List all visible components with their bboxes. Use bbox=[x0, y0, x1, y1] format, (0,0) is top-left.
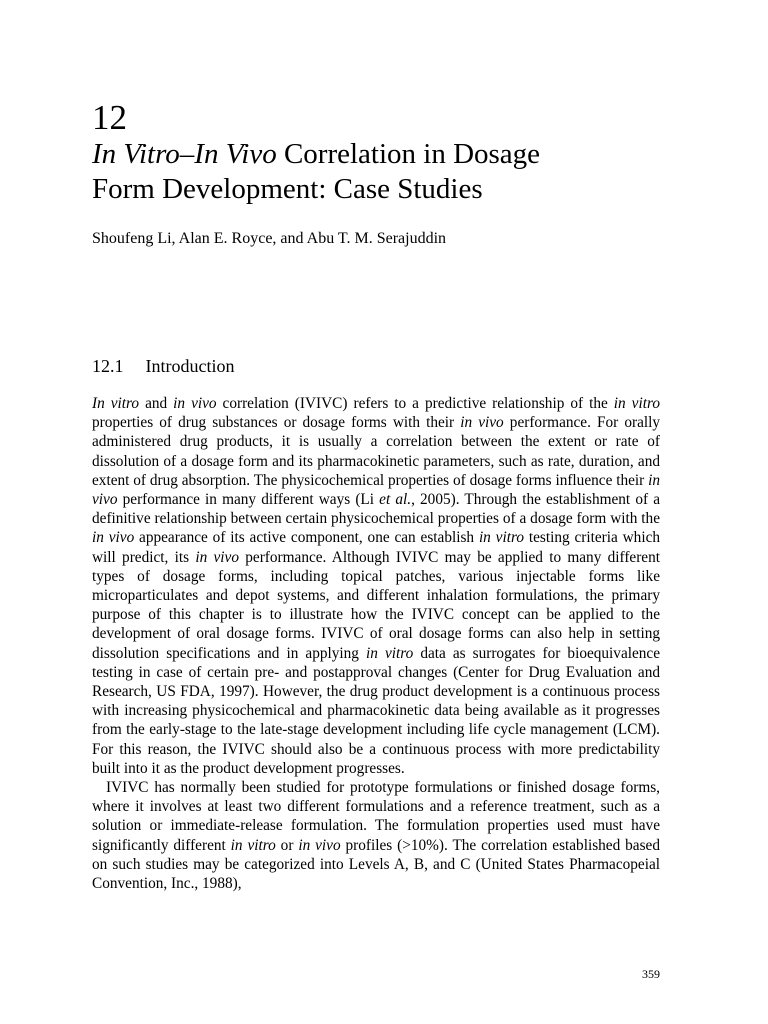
section-number: 12.1 bbox=[92, 356, 124, 376]
chapter-title bbox=[92, 137, 692, 207]
paragraph-2 bbox=[92, 778, 660, 893]
section-title: Introduction bbox=[145, 356, 235, 376]
text-run: performance. For orally administered drug products, it is usually a correlation between the extent or rate of dissolution of a dosage form and its pharmacokinetic parameters, such as rate, duration, and extent of drug absorption. The physicochemical properties of dosage forms influence their bbox=[92, 414, 661, 489]
authors: Shoufeng Li, Alan E. Royce, and Abu T. M. Serajuddin bbox=[92, 230, 447, 247]
text-run: performance in many different ways (Li bbox=[117, 491, 380, 509]
text-run: appearance of its active component, one can establish bbox=[134, 529, 479, 547]
text-run: correlation (IVIVC) refers to a predictive relationship of the bbox=[216, 395, 614, 412]
text-run: and bbox=[139, 395, 174, 412]
italic-term: in vivo bbox=[298, 836, 341, 854]
text-run: properties of drug substances or dosage forms with their bbox=[92, 414, 461, 432]
paragraph-1 bbox=[92, 394, 660, 778]
text-run: data as surrogates for bioequivalence testing in case of certain pre- and postapproval changes (Center for Drug Evaluation and Research, US FDA, 1997). However, the drug product development is a continuous process with increasing physicochemical and pharmacokinetic data being available as it progresses from the early-stage to the late-stage development including life cycle management (LCM). For this reason, the IVIVC should also be a continuous process with more predictability built into it as the product development progresses. bbox=[92, 644, 661, 777]
text-run: testing criteria which will predict, its bbox=[92, 529, 661, 566]
section-heading bbox=[92, 355, 234, 377]
italic-term: in vitro bbox=[366, 644, 414, 662]
italic-term: in vivo bbox=[92, 529, 135, 547]
chapter-number: 12 bbox=[92, 98, 127, 137]
text-run: profiles (>10%). The correlation established based on such studies may be categorized into Levels A, B, and C (United States Pharmacopeial Convention, Inc., 1988), bbox=[92, 836, 660, 893]
italic-term: et al. bbox=[379, 491, 412, 509]
page-number: 359 bbox=[642, 967, 660, 981]
italic-term: in vitro bbox=[230, 836, 276, 854]
italic-term: in vivo bbox=[173, 395, 217, 412]
italic-term: in vivo bbox=[460, 414, 504, 432]
italic-term: in vitro bbox=[478, 529, 525, 547]
italic-term: In vitro bbox=[92, 395, 140, 412]
chapter-title-italic: In Vitro–In Vivo bbox=[92, 138, 277, 170]
italic-term: in vivo bbox=[195, 548, 239, 566]
text-run: or bbox=[275, 836, 299, 854]
chapter-title-line1-rest: Correlation in Dosage bbox=[276, 138, 541, 170]
text-run: performance. Although IVIVC may be applied to many different types of dosage forms, including topical patches, various injectable forms like microparticulates and depot systems, and different inhalation formulations, the primary purpose of this chapter is to illustrate how the IVIVC concept can be applied to the development of oral dosage forms. IVIVC of oral dosage forms can also help in setting dissolution specifications and in applying bbox=[92, 548, 660, 662]
body-text bbox=[92, 394, 660, 893]
italic-term: in vitro bbox=[613, 395, 661, 412]
text-run: , 2005). Through the establishment of a definitive relationship between certain physicochemical properties of a dosage form with the bbox=[92, 491, 660, 528]
chapter-title-line2: Form Development: Case Studies bbox=[92, 173, 483, 205]
text-run: IVIVC has normally been studied for prototype formulations or finished dosage forms, where it involves at least two different formulations and a reference treatment, such as a solution or immediate-release formulation. The formulation properties used must have significantly different bbox=[92, 779, 660, 854]
italic-term: in vivo bbox=[92, 471, 660, 509]
